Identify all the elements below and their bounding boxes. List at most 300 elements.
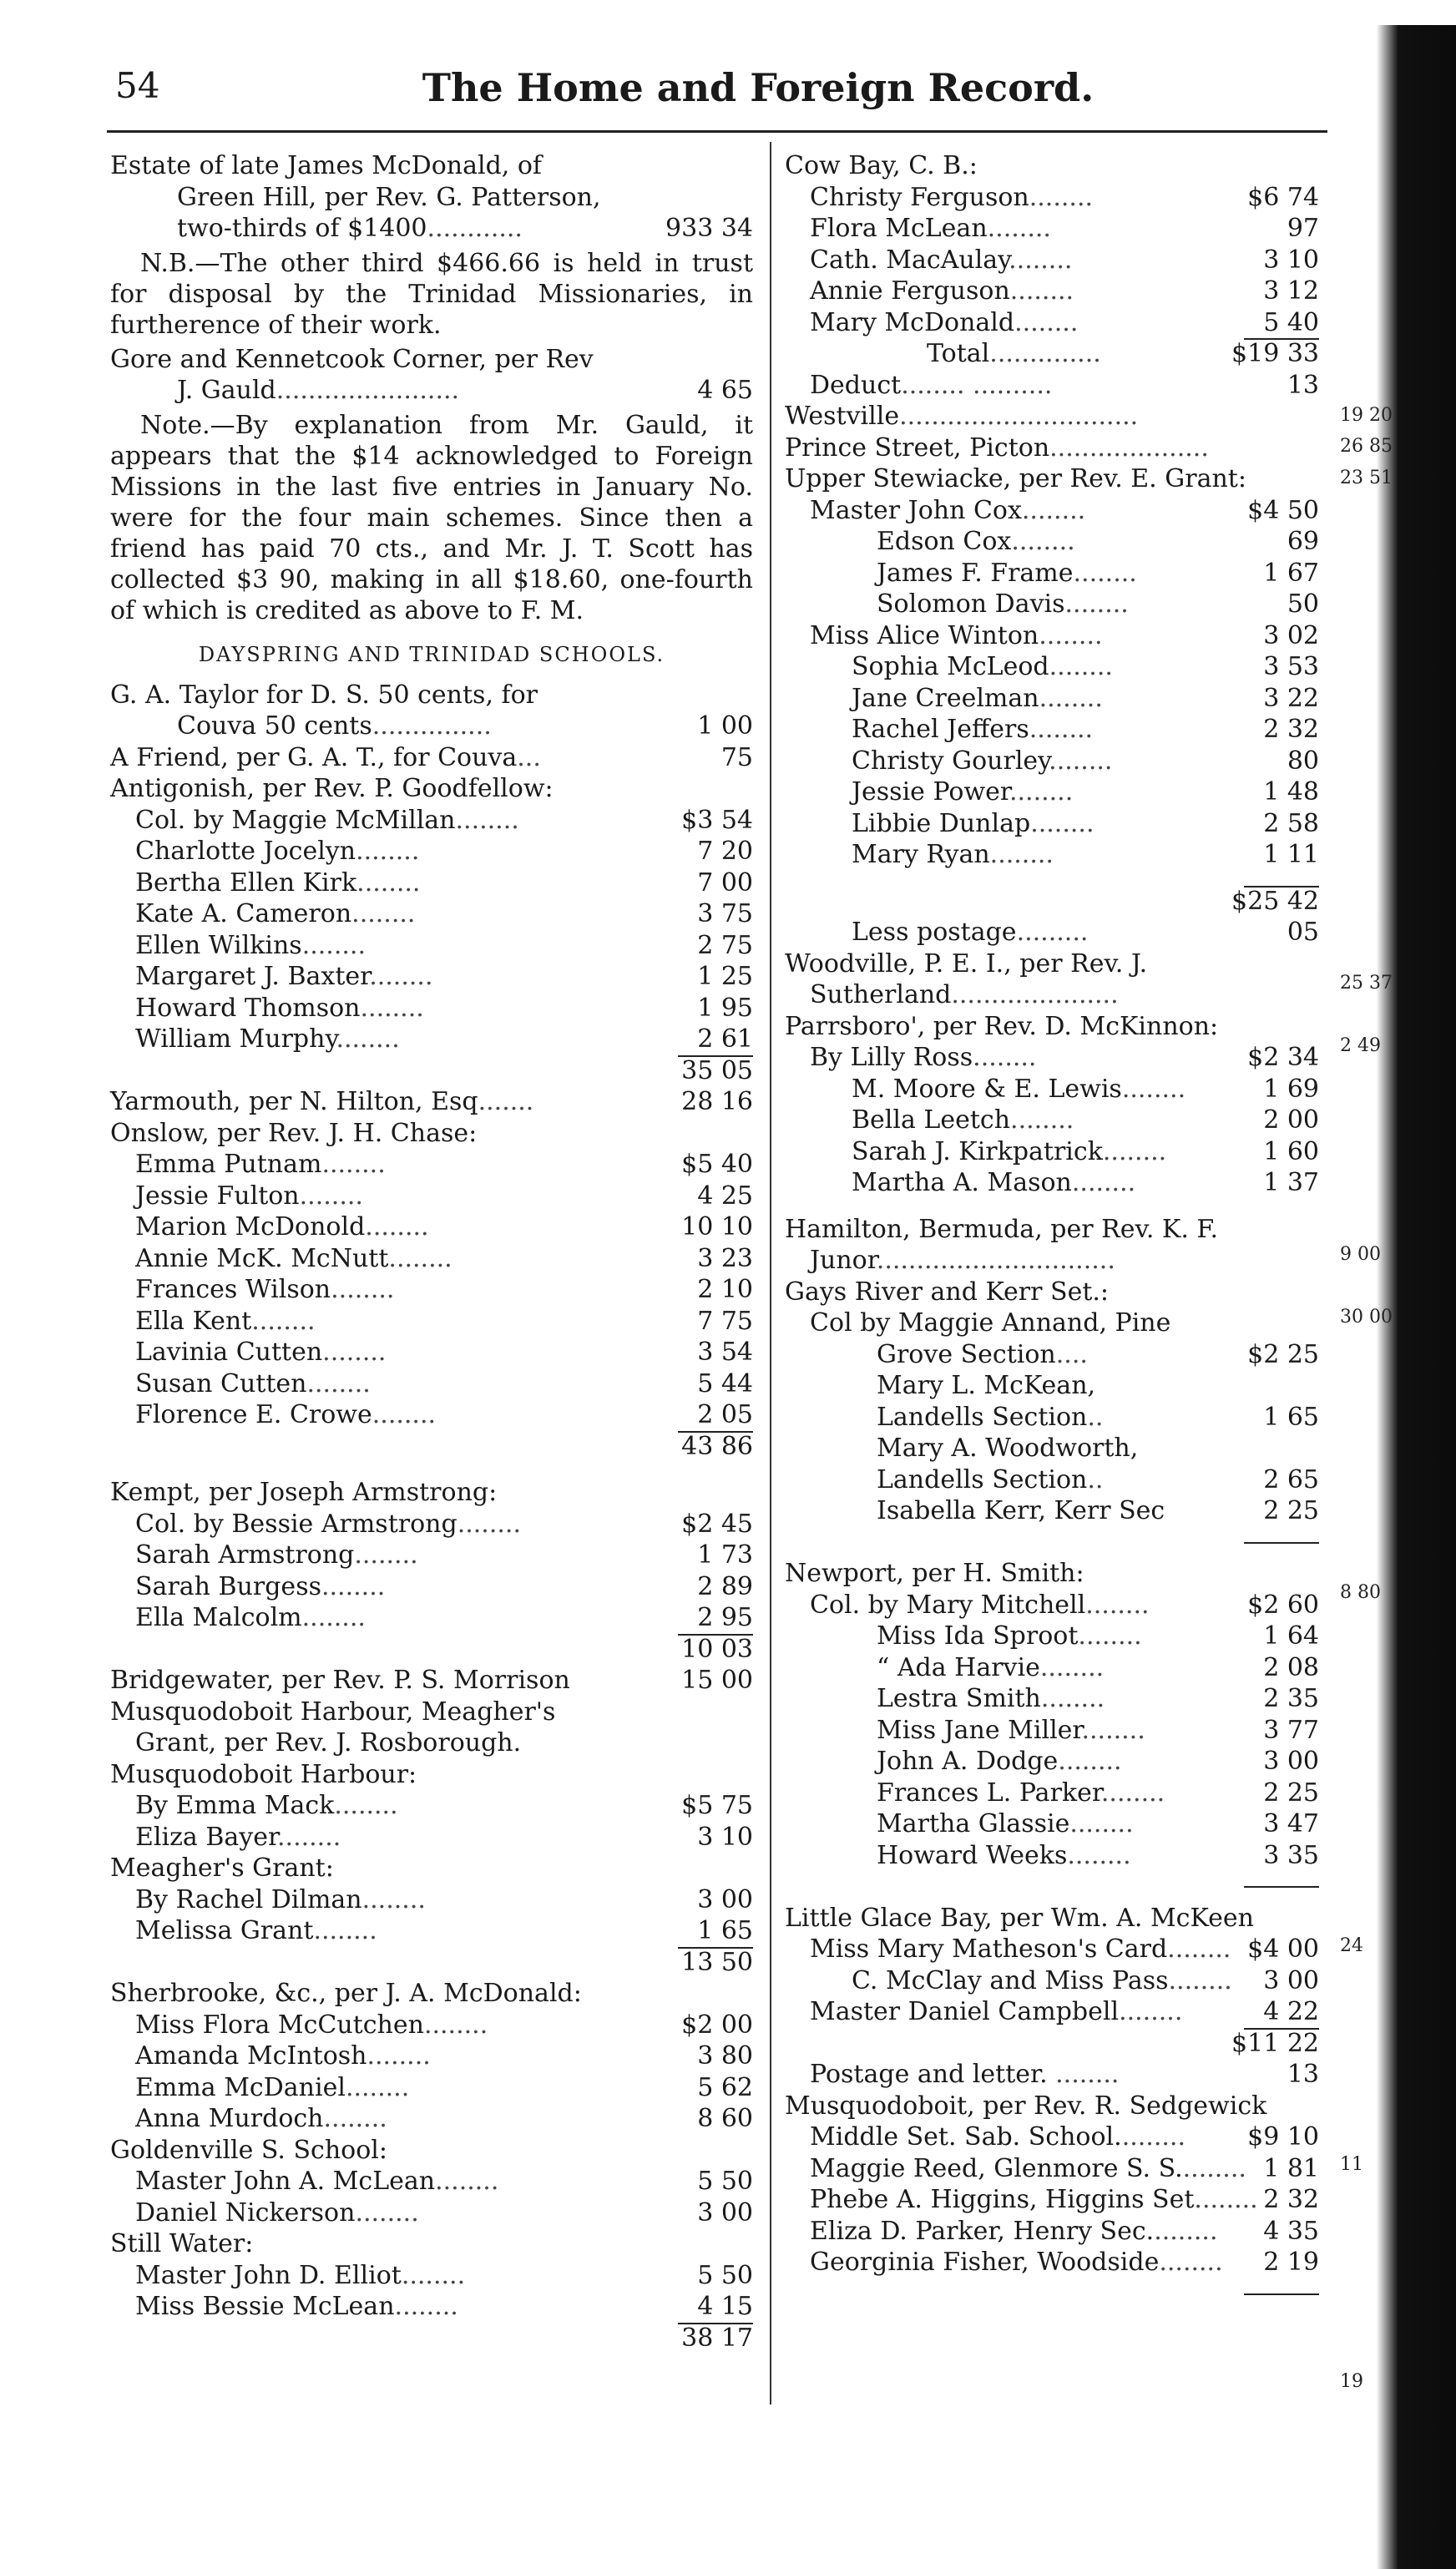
entry-musquodoboit: Musquodoboit Harbour, Meagher's (110, 1697, 556, 1727)
item-amount: 2 10 (697, 1275, 753, 1304)
list-item: Phebe A. Higgins, Higgins Set........ 2 32 (810, 2185, 1319, 2214)
deduct-line: Deduct........ .......... 13 (810, 370, 1319, 400)
entry-musq-harbour: Musquodoboit Harbour: (110, 1759, 417, 1789)
subtotal: 13 50 (681, 1947, 753, 1977)
item-name: Christy Ferguson (810, 182, 1029, 212)
item-amount: 3 10 (697, 1822, 753, 1852)
list-item: Daniel Nickerson........ 3 00 (135, 2197, 753, 2228)
entry-woodville: Woodville, P. E. I., per Rev. J. (785, 948, 1148, 979)
list-item: Rachel Jeffers........ 2 32 (852, 715, 1319, 744)
item-amount: 2 89 (697, 1571, 753, 1601)
entry-gays-river: Gays River and Kerr Set.: (785, 1277, 1110, 1307)
list-item: Christy Ferguson........ $6 74 (810, 182, 1319, 212)
margin-amount: 9 00 (1340, 1244, 1381, 1265)
item-amount: $4 50 (1247, 495, 1319, 525)
item-amount: 8 60 (697, 2104, 753, 2133)
item-amount: 5 44 (697, 1368, 753, 1398)
item-amount: 3 22 (1263, 683, 1319, 713)
item-amount: 7 20 (697, 837, 753, 866)
item-name: Miss Bessie McLean (135, 2292, 395, 2321)
list-item: William Murphy........ 2 61 (135, 1024, 753, 1054)
subtotal-line (110, 1947, 753, 1979)
kempt-list (110, 1509, 753, 1634)
list-item: Col. by Bessie Armstrong........ $2 45 (135, 1509, 753, 1539)
item-name: C. McClay and Miss Pass (852, 1965, 1169, 1995)
item-name: Flora McLean (810, 214, 988, 243)
subtotal: 35 05 (681, 1055, 753, 1085)
item-name: Cath. MacAulay (810, 245, 1009, 275)
item-name: Eliza D. Parker, Henry Sec. (810, 2216, 1155, 2246)
list-item: Howard Thomson........ 1 95 (135, 993, 753, 1023)
list-item: Sophia McLeod........ 3 53 (852, 652, 1319, 681)
item-name: Miss Flora McCutchen (135, 2010, 424, 2040)
item-amount: $4 00 (1247, 1934, 1319, 1964)
list-item: Emma Putnam........ $5 40 (135, 1150, 753, 1179)
list-item: Marion McDonold........ 10 10 (135, 1212, 753, 1242)
item-name: Maggie Reed, Glenmore S. S. (810, 2153, 1183, 2183)
item-name: Frances L. Parker (877, 1778, 1101, 1808)
entry-line: Grant, per Rev. J. Rosborough. (135, 1728, 522, 1757)
entry-line: Sutherland..................... (810, 980, 1119, 1009)
list-item: Master John D. Elliot........ 5 50 (135, 2260, 753, 2290)
nb-paragraph: N.B.—The other third $466.66 is held in trust for disposal by the Trinidad Missionaries, in furtherence of their work. (110, 248, 753, 340)
item-amount: 2 61 (697, 1024, 753, 1054)
still-water-list (110, 2260, 753, 2323)
page-header (107, 65, 1409, 124)
item-amount: 3 54 (697, 1338, 753, 1367)
list-item: Susan Cutten........ 5 44 (135, 1368, 753, 1398)
list-item: Libbie Dunlap........ 2 58 (852, 808, 1319, 838)
item-amount: $2 34 (1247, 1043, 1319, 1072)
margin-amount: 23 51 (1340, 468, 1393, 488)
onslow-list (110, 1149, 753, 1431)
item-name: Jessie Fulton (135, 1181, 300, 1211)
list-item: Anna Murdoch........ 8 60 (135, 2104, 753, 2133)
list-item: Edson Cox........ 69 (877, 527, 1319, 556)
item-amount: 4 35 (1263, 2216, 1319, 2246)
item-name: Howard Thomson (135, 993, 361, 1023)
item-amount: 1 95 (697, 993, 753, 1023)
entry-taylor: G. A. Taylor for D. S. 50 cents, for (110, 680, 538, 710)
item-name: Amanda McIntosh (135, 2041, 367, 2071)
item-amount: $6 74 (1247, 182, 1319, 212)
item-name: Ella Kent (135, 1306, 252, 1336)
item-amount: 10 10 (681, 1212, 753, 1242)
item-name: M. Moore & E. Lewis (852, 1074, 1122, 1104)
item-name: Master John A. McLean (135, 2167, 436, 2196)
entry-line: Junor.............................. (810, 1246, 1115, 1275)
item-name: John A. Dodge (877, 1747, 1059, 1776)
margin-amount: 24 (1340, 1935, 1363, 1956)
entry-line: Mary A. Woodworth, (877, 1434, 1139, 1463)
entry-line: J. Gauld....................... 4 65 (177, 376, 753, 405)
amount: 4 65 (697, 376, 753, 405)
entry-kempt: Kempt, per Joseph Armstrong: (110, 1478, 498, 1507)
margin-amount: 26 85 (1340, 436, 1393, 457)
list-item: Miss Mary Matheson's Card........ $4 00 (810, 1934, 1319, 1964)
list-item: Ella Kent........ 7 75 (135, 1306, 753, 1336)
item-name: Lavinia Cutten (135, 1338, 323, 1367)
item-amount: 3 80 (697, 2041, 753, 2071)
item-name: Howard Weeks (877, 1840, 1068, 1870)
item-amount: 2 00 (1263, 1105, 1319, 1135)
entry-line: two-thirds of $1400............ 933 34 (177, 214, 753, 243)
list-item: Sarah Armstrong........ 1 73 (135, 1540, 753, 1570)
item-name: By Lilly Ross (810, 1043, 973, 1072)
entry-line: Couva 50 cents............... 1 00 (177, 711, 753, 741)
item-name: James F. Frame (877, 558, 1074, 588)
list-item: Ella Malcolm........ 2 95 (135, 1603, 753, 1632)
section-heading: DAYSPRING AND TRINIDAD SCHOOLS. (198, 642, 665, 666)
list-item: Eliza Bayer........ 3 10 (135, 1822, 753, 1852)
total-line: Total.............. $19 33 (927, 339, 1319, 368)
margin-amount: 19 (1340, 2371, 1363, 2392)
item-amount: 1 48 (1263, 777, 1319, 807)
item-name: Eliza Bayer (135, 1822, 277, 1852)
parrsboro-list (785, 1042, 1319, 1199)
entry-line: Green Hill, per Rev. G. Patterson, (177, 182, 601, 212)
item-name: By Rachel Dilman (135, 1884, 362, 1914)
item-name: Lestra Smith (877, 1684, 1041, 1713)
item-name: Sophia McLeod (852, 652, 1049, 681)
item-name: Mary McDonald (810, 307, 1015, 337)
list-item: Florence E. Crowe........ 2 05 (135, 1400, 753, 1429)
item-amount: 2 58 (1263, 808, 1319, 838)
item-name: Ellen Wilkins (135, 930, 302, 960)
item-amount: 5 50 (697, 2167, 753, 2196)
item-amount: 1 69 (1263, 1074, 1319, 1104)
item-name: “ Ada Harvie (877, 1652, 1040, 1682)
header-rule (107, 130, 1409, 133)
item-amount: 3 10 (1263, 245, 1319, 275)
item-amount: 3 00 (1263, 1965, 1319, 1995)
item-amount: 3 12 (1263, 276, 1319, 306)
newport-list (785, 1590, 1319, 1872)
total-line: $11 22 (1231, 2028, 1319, 2058)
item-amount: 1 65 (697, 1916, 753, 1945)
item-name: Col. by Maggie McMillan (135, 805, 456, 835)
item-amount: $3 54 (681, 805, 753, 835)
right-column (785, 150, 1319, 2309)
entry-line: Col by Maggie Annand, Pine (810, 1308, 1171, 1338)
entry-sherbrooke: Sherbrooke, &c., per J. A. McDonald: (110, 1979, 582, 2008)
item-name: Kate A. Cameron (135, 899, 352, 928)
entry-onslow: Onslow, per Rev. J. H. Chase: (110, 1118, 478, 1148)
amount: 933 34 (665, 214, 753, 243)
subtotal-line (785, 1527, 1319, 1559)
item-name: Bella Leetch (852, 1105, 1011, 1135)
item-amount: 3 00 (697, 1884, 753, 1914)
musquodoboit-list (785, 2121, 1319, 2278)
list-item: Miss Flora McCutchen........ $2 00 (135, 2010, 753, 2040)
amount: 28 16 (681, 1087, 753, 1116)
list-item: Middle Set. Sab. School......... $9 10 (810, 2122, 1319, 2152)
list-item: Jessie Fulton........ 4 25 (135, 1181, 753, 1211)
item-amount: 2 25 (1263, 1778, 1319, 1808)
list-item: “ Ada Harvie........ 2 08 (877, 1652, 1319, 1682)
item-name: Master John D. Elliot (135, 2260, 402, 2290)
amount: 1 00 (697, 711, 753, 741)
item-name: Solomon Davis (877, 589, 1065, 619)
cow-bay-list (785, 182, 1319, 339)
item-name: Miss Ida Sproot (877, 1621, 1079, 1651)
item-name: Margaret J. Baxter (135, 962, 370, 991)
list-item: Frances L. Parker........ 2 25 (877, 1778, 1319, 1808)
item-name: Christy Gourley (852, 746, 1049, 776)
item-name: By Emma Mack (135, 1791, 335, 1820)
entry-glace-bay: Little Glace Bay, per Wm. A. McKeen (785, 1903, 1254, 1933)
subtotal-line (110, 1055, 753, 1087)
item-amount: 5 50 (697, 2260, 753, 2290)
item-amount: 7 75 (697, 1306, 753, 1336)
item-name: Martha A. Mason (852, 1168, 1072, 1197)
list-item: Master John Cox........ $4 50 (810, 495, 1319, 525)
item-amount: $2 60 (1247, 1590, 1319, 1620)
column-divider (770, 142, 771, 2405)
list-item: Master Daniel Campbell........ 4 22 (810, 1997, 1319, 2026)
item-name: Master Daniel Campbell (810, 1997, 1120, 2026)
item-amount: 1 11 (1263, 840, 1319, 869)
item-amount: $2 00 (681, 2010, 753, 2040)
item-amount: 97 (1287, 214, 1319, 243)
subtotal: 38 17 (681, 2323, 753, 2353)
item-name: Annie Ferguson (810, 276, 1010, 306)
list-item: Miss Ida Sproot........ 1 64 (877, 1621, 1319, 1651)
item-amount: 3 47 (1263, 1809, 1319, 1838)
list-item: Solomon Davis........ 50 (877, 589, 1319, 619)
list-item: Miss Jane Miller........ 3 77 (877, 1715, 1319, 1745)
list-item: Eliza D. Parker, Henry Sec......... 4 35 (810, 2216, 1319, 2246)
subtotal: 10 03 (681, 1634, 753, 1664)
meagher-list (110, 1884, 753, 1947)
list-item: Ellen Wilkins........ 2 75 (135, 930, 753, 960)
sherbrooke-list (110, 2010, 753, 2135)
list-item: Martha Glassie........ 3 47 (877, 1809, 1319, 1838)
item-name: Master John Cox (810, 495, 1022, 525)
item-amount: 4 22 (1263, 1997, 1319, 2026)
item-amount: 3 75 (697, 899, 753, 928)
entry-newport: Newport, per H. Smith: (785, 1559, 1084, 1588)
list-item: Kate A. Cameron........ 3 75 (135, 899, 753, 928)
list-item: Margaret J. Baxter........ 1 25 (135, 962, 753, 991)
item-amount: 1 81 (1263, 2153, 1319, 2183)
subtotal-line (110, 2323, 753, 2354)
item-name: Miss Alice Winton (810, 620, 1039, 650)
amount: 75 (720, 742, 753, 772)
list-item: By Rachel Dilman........ 3 00 (135, 1884, 753, 1914)
list-item: Miss Alice Winton........ 3 02 (810, 620, 1319, 650)
list-item: Martha A. Mason........ 1 37 (852, 1168, 1319, 1197)
margin-amount: 30 00 (1340, 1307, 1393, 1327)
item-amount: 1 25 (697, 962, 753, 991)
list-item: Christy Gourley........ 80 (852, 746, 1319, 776)
item-name: Libbie Dunlap (852, 808, 1031, 838)
item-amount: 4 15 (697, 2292, 753, 2321)
item-name: Miss Mary Matheson's Card (810, 1934, 1168, 1964)
list-item: Bella Leetch........ 2 00 (852, 1105, 1319, 1135)
entry-prince-street: Prince Street, Picton.................... (785, 432, 1209, 463)
item-name: Anna Murdoch (135, 2104, 324, 2133)
margin-amount: 11 (1340, 2154, 1363, 2175)
item-name: Emma Putnam (135, 1150, 322, 1179)
list-item: John A. Dodge........ 3 00 (877, 1747, 1319, 1776)
list-item: Emma McDaniel........ 5 62 (135, 2072, 753, 2102)
total-line: $25 42 (1231, 886, 1319, 916)
margin-amount: 19 20 (1340, 405, 1393, 426)
list-item: Melissa Grant........ 1 65 (135, 1916, 753, 1945)
list-item: Jane Creelman........ 3 22 (852, 683, 1319, 713)
list-item: Sarah Burgess........ 2 89 (135, 1571, 753, 1601)
item-name: Melissa Grant (135, 1916, 314, 1945)
list-item: Cath. MacAulay........ 3 10 (810, 245, 1319, 275)
item-name: Rachel Jeffers (852, 715, 1029, 744)
item-amount: 2 05 (697, 1400, 753, 1429)
entry-cow-bay: Cow Bay, C. B.: (785, 151, 978, 180)
upper-stewiacke-list (785, 495, 1319, 871)
item-amount: 80 (1287, 746, 1319, 776)
subtotal-line (785, 1871, 1319, 1903)
list-item: Miss Bessie McLean........ 4 15 (135, 2292, 753, 2321)
entry-estate: Estate of late James McDonald, of (110, 151, 543, 180)
entry-line: Landells Section.. 2 65 (877, 1464, 1319, 1494)
subtotal-line (110, 1634, 753, 1666)
subtotal: 43 86 (681, 1431, 753, 1461)
item-amount: $5 40 (681, 1150, 753, 1179)
item-amount: 3 53 (1263, 652, 1319, 681)
item-name: Annie McK. McNutt (135, 1243, 389, 1273)
postage-line: Less postage......... 05 (852, 918, 1319, 947)
item-name: Phebe A. Higgins, Higgins Set (810, 2185, 1195, 2214)
item-name: Miss Jane Miller (877, 1715, 1082, 1745)
item-name: Col. by Mary Mitchell (810, 1590, 1086, 1620)
item-amount: 3 00 (697, 2197, 753, 2228)
item-amount: 2 35 (1263, 1684, 1319, 1713)
item-amount: 3 23 (697, 1243, 753, 1273)
antigonish-list (110, 805, 753, 1055)
item-name: Mary Ryan (852, 840, 990, 869)
item-name: Georginia Fisher, Woodside (810, 2248, 1160, 2277)
page-number: 54 (115, 65, 160, 106)
entry-friend: A Friend, per G. A. T., for Couva... 75 (110, 742, 753, 772)
item-amount: 4 25 (697, 1181, 753, 1211)
item-amount: 1 64 (1263, 1621, 1319, 1651)
item-name: Emma McDaniel (135, 2072, 346, 2102)
item-amount: $2 45 (681, 1509, 753, 1539)
musq-harbour-list (110, 1790, 753, 1853)
item-amount: 2 32 (1263, 2185, 1319, 2214)
list-item: M. Moore & E. Lewis........ 1 69 (852, 1074, 1319, 1104)
item-name: Sarah Burgess (135, 1571, 321, 1601)
entry-antigonish: Antigonish, per Rev. P. Goodfellow: (110, 774, 554, 803)
item-name: Susan Cutten (135, 1368, 307, 1398)
list-item: Master John A. McLean........ 5 50 (135, 2167, 753, 2196)
entry-line: Landells Section.. 1 65 (877, 1402, 1319, 1432)
item-name: William Murphy (135, 1024, 336, 1054)
item-name: Marion McDonold (135, 1212, 366, 1242)
list-item: By Lilly Ross........ $2 34 (810, 1043, 1319, 1072)
entry-line: Mary L. McKean, (877, 1371, 1096, 1400)
list-item: Annie McK. McNutt........ 3 23 (135, 1243, 753, 1273)
item-amount: 3 02 (1263, 620, 1319, 650)
list-item: Amanda McIntosh........ 3 80 (135, 2041, 753, 2071)
item-name: Edson Cox (877, 527, 1012, 556)
list-item: Howard Weeks........ 3 35 (877, 1840, 1319, 1870)
item-amount: 2 32 (1263, 715, 1319, 744)
postage-line: Postage and letter. ........ 13 (810, 2060, 1319, 2089)
list-item: Maggie Reed, Glenmore S. S......... 1 81 (810, 2153, 1319, 2183)
item-name: Ella Malcolm (135, 1603, 302, 1632)
item-amount: 2 19 (1263, 2248, 1319, 2277)
item-amount: 69 (1287, 527, 1319, 556)
margin-amount: 8 80 (1340, 1582, 1381, 1603)
entry-hamilton: Hamilton, Bermuda, per Rev. K. F. (785, 1214, 1219, 1244)
item-name: Daniel Nickerson (135, 2197, 356, 2228)
glace-bay-list (785, 1934, 1319, 2028)
entry-parrsboro: Parrsboro', per Rev. D. McKinnon: (785, 1011, 1219, 1041)
list-item: James F. Frame........ 1 67 (877, 558, 1319, 588)
list-item: Charlotte Jocelyn........ 7 20 (135, 837, 753, 866)
entry-still-water: Still Water: (110, 2229, 254, 2258)
subtotal-line (785, 2278, 1319, 2310)
item-amount: 1 37 (1263, 1168, 1319, 1197)
list-item: Georginia Fisher, Woodside........ 2 19 (810, 2248, 1319, 2277)
item-amount: 3 77 (1263, 1715, 1319, 1745)
entry-line: Isabella Kerr, Kerr Sec 2 25 (877, 1496, 1319, 1525)
list-item: C. McClay and Miss Pass........ 3 00 (852, 1965, 1319, 1995)
list-item: Mary Ryan........ 1 11 (852, 840, 1319, 869)
item-amount: 7 00 (697, 867, 753, 898)
entry-yarmouth: Yarmouth, per N. Hilton, Esq....... 28 16 (110, 1087, 753, 1116)
item-name: Sarah J. Kirkpatrick (852, 1136, 1103, 1166)
entry-bridgewater: Bridgewater, per Rev. P. S. Morrison 15 00 (110, 1666, 753, 1695)
item-name: Florence E. Crowe (135, 1400, 372, 1429)
item-name: Jessie Power (852, 777, 1009, 807)
item-name: Bertha Ellen Kirk (135, 867, 357, 898)
list-item: Col. by Maggie McMillan........ $3 54 (135, 805, 753, 835)
entry-musquodoboit: Musquodoboit, per Rev. R. Sedgewick (785, 2091, 1267, 2121)
left-column (110, 150, 753, 2354)
entry-meagher: Meagher's Grant: (110, 1853, 334, 1883)
list-item: Col. by Mary Mitchell........ $2 60 (810, 1590, 1319, 1620)
entry-westville: Westville.............................. (785, 402, 1139, 431)
list-item: Flora McLean........ 97 (810, 214, 1319, 243)
item-name: Col. by Bessie Armstrong (135, 1509, 458, 1539)
note-paragraph: Note.—By explanation from Mr. Gauld, it appears that the $14 acknowledged to Foreign Missions in the last five entries in January No. were for the four main schemes. Since then a friend has paid 70 cts., and Mr. J. T. Scott has collected $3 90, making in all $18.60, one-fourth of which is credited as above to F. M. (110, 410, 753, 625)
item-amount: 3 35 (1263, 1840, 1319, 1870)
list-item: Lestra Smith........ 2 35 (877, 1684, 1319, 1713)
entry-gore: Gore and Kennetcook Corner, per Rev (110, 344, 594, 374)
item-name: Middle Set. Sab. School. (810, 2122, 1122, 2152)
item-name: Martha Glassie (877, 1809, 1070, 1838)
item-amount: 5 40 (1263, 307, 1319, 337)
list-item: Bertha Ellen Kirk........ 7 00 (135, 867, 753, 898)
list-item: Annie Ferguson........ 3 12 (810, 276, 1319, 306)
goldenville-list (110, 2166, 753, 2228)
item-name: Charlotte Jocelyn (135, 837, 356, 866)
list-item: Mary McDonald........ 5 40 (810, 307, 1319, 337)
item-name: Jane Creelman (852, 683, 1039, 713)
list-item: Lavinia Cutten........ 3 54 (135, 1338, 753, 1367)
item-amount: 5 62 (697, 2072, 753, 2102)
entry-upper-stewiacke: Upper Stewiacke, per Rev. E. Grant: (785, 464, 1246, 493)
item-amount: $5 75 (681, 1791, 753, 1820)
list-item: Sarah J. Kirkpatrick........ 1 60 (852, 1136, 1319, 1166)
entry-line: Grove Section.... $2 25 (877, 1339, 1319, 1369)
item-name: Sarah Armstrong (135, 1540, 355, 1570)
subtotal-line (110, 1431, 753, 1463)
item-amount: $9 10 (1247, 2122, 1319, 2152)
item-amount: 2 08 (1263, 1652, 1319, 1682)
